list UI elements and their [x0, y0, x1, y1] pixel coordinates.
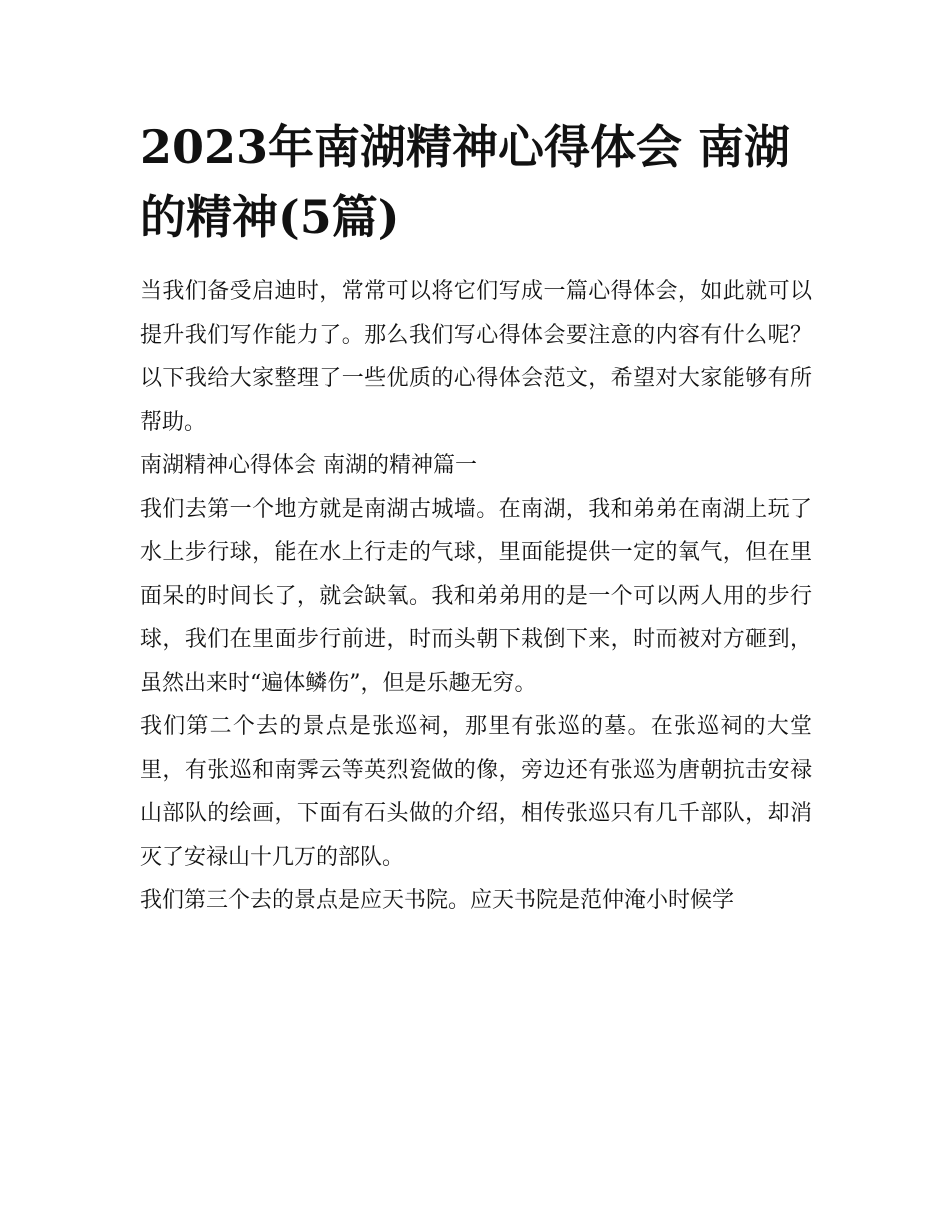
- intro-paragraph: 当我们备受启迪时，常常可以将它们写成一篇心得体会，如此就可以提升我们写作能力了。那么我们写心得体会要注意的内容有什么呢？以下我给大家整理了一些优质的心得体会范文，希望对大家能够有所帮助。: [140, 279, 812, 435]
- body-paragraph-2: 我们第二个去的景点是张巡祠，那里有张巡的墓。在张巡祠的大堂里，有张巡和南霁云等英烈瓷做的像，旁边还有张巡为唐朝抗击安禄山部队的绘画，下面有石头做的介绍，相传张巡只有几千部队，却消灭了安禄山十几万的部队。: [140, 714, 812, 870]
- document-body: [140, 112, 812, 923]
- document-title: 2023年南湖精神心得体会 南湖的精神(5篇): [140, 120, 791, 244]
- body-paragraph-3: 我们第三个去的景点是应天书院。应天书院是范仲淹小时候学: [140, 888, 735, 913]
- section-heading: 南湖精神心得体会 南湖的精神篇一: [140, 453, 477, 478]
- body-paragraph-1: 我们去第一个地方就是南湖古城墙。在南湖，我和弟弟在南湖上玩了水上步行球，能在水上行走的气球，里面能提供一定的氧气，但在里面呆的时间长了，就会缺氧。我和弟弟用的是一个可以两人用的步行球，我们在里面步行前进，时而头朝下栽倒下来，时而被对方砸到，虽然出来时“遍体鳞伤”，但是乐趣无穷。: [140, 496, 812, 696]
